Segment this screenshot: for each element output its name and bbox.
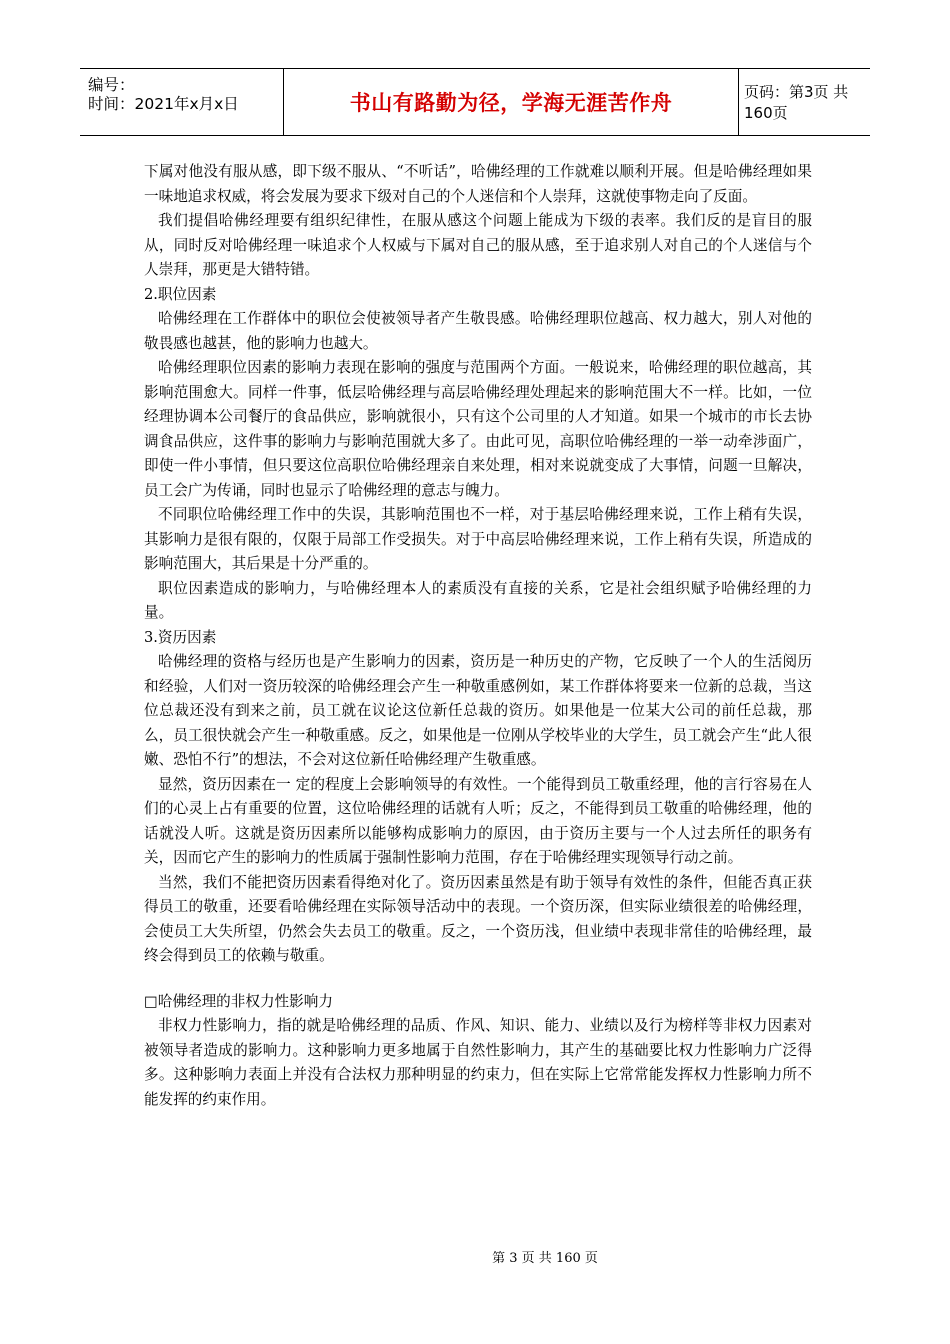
paragraph: 职位因素造成的影响力，与哈佛经理本人的素质没有直接的关系，它是社会组织赋予哈佛经理的力量。 — [144, 579, 812, 621]
page-header — [80, 68, 870, 136]
paragraph: 我们提倡哈佛经理要有组织纪律性，在服从感这个问题上能成为下级的表率。我们反的是盲目的服从，同时反对哈佛经理一味追求个人权威与下属对自己的服从感，至于追求别人对自己的个人迷信与个人崇拜，那更是大错特错。 — [144, 212, 812, 278]
paragraph: 当然，我们不能把资历因素看得绝对化了。资历因素虽然是有助于领导有效性的条件，但能否真正获得员工的敬重，还要看哈佛经理在实际领导活动中的表现。一个资历深，但实际业绩很差的哈佛经理，会使员工大失所望，仍然会失去员工的敬重。反之，一个资历浅，但业绩中表现非常佳的哈佛经理，最终会得到员工的依赖与敬重。 — [144, 873, 812, 964]
section-heading: □哈佛经理的非权力性影响力 — [144, 992, 333, 1010]
header-motto-cell — [283, 69, 739, 135]
paragraph: 哈佛经理职位因素的影响力表现在影响的强度与范围两个方面。一般说来，哈佛经理的职位越高，其影响范围愈大。同样一件事，低层哈佛经理与高层哈佛经理处理起来的影响范围大不一样。比如，一位经理协调本公司餐厅的食品供应，影响就很小，只有这个公司里的人才知道。如果一个城市的市长去协调食品供应，这件事的影响力与影响范围就大多了。由此可见，高职位哈佛经理的一举一动牵涉面广，即使一件小事情，但只要这位高职位哈佛经理亲自来处理，相对来说就变成了大事情，问题一旦解决，员工会广为传诵，同时也显示了哈佛经理的意志与魄力。 — [144, 359, 812, 499]
doc-number-label: 编号： — [88, 76, 135, 94]
paragraph: 哈佛经理的资格与经历也是产生影响力的因素，资历是一种历史的产物，它反映了一个人的生活阅历和经验，人们对一资历较深的哈佛经理会产生一种敬重感例如，某工作群体将要来一位新的总裁，当这位总裁还没有到来之前，员工就在议论这位新任总裁的资历。如果他是一位某大公司的前任总裁，那么，员工很快就会产生一种敬重感。反之，如果他是一位刚从学校毕业的大学生，员工就会产生“此人很嫩、恐怕不行”的想法，不会对这位新任哈佛经理产生敬重感。 — [144, 653, 812, 768]
paragraph: 不同职位哈佛经理工作中的失误，其影响范围也不一样，对于基层哈佛经理来说，工作上稍有失误，其影响力是很有限的，仅限于局部工作受损失。对于中高层哈佛经理来说，工作上稍有失误，所造成的影响范围大，其后果是十分严重的。 — [144, 506, 812, 572]
section-heading: 3.资历因素 — [144, 628, 217, 646]
header-motto: 书山有路勤为径，学海无涯苦作舟 — [349, 91, 673, 115]
document-body — [144, 160, 812, 1112]
paragraph: 显然，资历因素在一 定的程度上会影响领导的有效性。一个能得到员工敬重经理，他的言行容易在人们的心灵上占有重要的位置，这位哈佛经理的话就有人听；反之，不能得到员工敬重的哈佛经理，他的话就没人听。这就是资历因素所以能够构成影响力的原因，由于资历主要与一个人过去所任的职务有关，因而它产生的影响力的性质属于强制性影响力范围，存在于哈佛经理实现领导行动之前。 — [144, 775, 812, 866]
section-heading: 2.职位因素 — [144, 285, 217, 303]
paragraph: 哈佛经理在工作群体中的职位会使被领导者产生敬畏感。哈佛经理职位越高、权力越大，别人对他的敬畏感也越甚，他的影响力也越大。 — [144, 310, 812, 352]
header-meta — [80, 69, 283, 135]
header-page-number: 页码：第3页 共160页 — [744, 83, 849, 122]
paragraph: 非权力性影响力，指的就是哈佛经理的品质、作风、知识、能力、业绩以及行为榜样等非权力因素对被领导者造成的影响力。这种影响力更多地属于自然性影响力，其产生的基础要比权力性影响力广泛得多。这种影响力表面上并没有合法权力那种明显的约束力，但在实际上它常常能发挥权力性影响力所不能发挥的约束作用。 — [144, 1017, 812, 1108]
header-page-cell — [738, 69, 870, 135]
page-footer: 第 3 页 共 160 页 — [492, 1251, 598, 1266]
doc-date-label: 时间：2021年x月x日 — [88, 95, 239, 113]
paragraph: 下属对他没有服从感，即下级不服从、“不听话”，哈佛经理的工作就难以顺利开展。但是哈佛经理如果一味地追求权威，将会发展为要求下级对自己的个人迷信和个人崇拜，这就使事物走向了反面。 — [144, 163, 812, 205]
